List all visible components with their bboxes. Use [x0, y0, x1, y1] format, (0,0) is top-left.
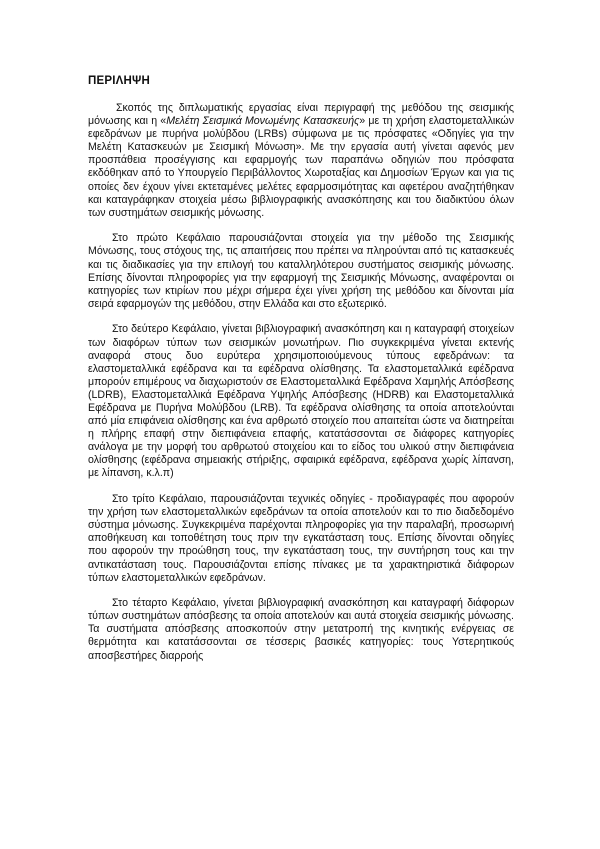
paragraph-1-text-end: » με τη χρήση ελαστομεταλλικών εφεδράνων με πυρήνα μολύβδου (LRBs) σύμφωνα με τις πρόσφατες «Οδηγίες για την Μελέτη Κατασκευών με Σεισμική Μόνωση». Με την εργασία αυτή γίνεται αφενός μεν προσπάθεια προσέγγισης και εφαρμογής των παραπάνω οδηγιών που πρόσφατα εκδόθηκαν από το Υπουργείο Περιβάλλοντος Χωροταξίας και Δημοσίων Έργων και για τις οποίες δεν έχουν γίνει εκτεταμένες μελέτες εφαρμοσιμότητας και αφετέρου αναζητήθηκαν και καταγράφηκαν στοιχεία μέσω βιβλιογραφικής ανασκόπησης και του διαδικτύου όλων των συστημάτων σεισμικής μόνωσης.: [88, 115, 514, 219]
abstract-paragraph-5: Στο τέταρτο Κεφάλαιο, γίνεται βιβλιογραφική ανασκόπηση και καταγραφή διάφορων τύπων συστημάτων απόσβεσης τα οποία αποτελούν και αυτά στοιχεία σεισμικής μόνωσης. Τα συστήματα απόσβεσης αποσκοπούν στην μετατροπή της κινητικής ενέργειας σε θερμότητα και κατατάσσονται σε τέσσερις βασικές κατηγορίες: τους Υστερητικούς αποσβεστήρες διαρροής: [88, 597, 514, 662]
document-body: [88, 74, 514, 675]
abstract-paragraph-1: [88, 102, 514, 220]
abstract-paragraph-4: Στο τρίτο Κεφάλαιο, παρουσιάζονται τεχνικές οδηγίες - προδιαγραφές που αφορούν την χρήση των ελαστομεταλλικών εφεδράνων τα οποία αποτελούν και το πιο διαδεδομένο σύστημα μόνωσης. Συγκεκριμένα παρέχονται πληροφορίες για την παραλαβή, προσωρινή αποθήκευση και τοποθέτηση τους πριν την εγκατάσταση τους. Επίσης δίνονται οδηγίες που αφορούν την προώθηση τους, την εγκατάσταση τους, την συντήρηση τους και την αντικατάσταση τους. Παρουσιάζονται επίσης πίνακες με τα χαρακτηριστικά διάφορων τύπων ελαστομεταλλικών εφεδράνων.: [88, 493, 514, 584]
section-title: ΠΕΡΙΛΗΨΗ: [88, 75, 151, 87]
abstract-paragraph-3: Στο δεύτερο Κεφάλαιο, γίνεται βιβλιογραφική ανασκόπηση και η καταγραφή στοιχείων των διαφόρων τύπων των σεισμικών μονωτήρων. Πιο συγκεκριμένα γίνεται εκτενής αναφορά στους δυο ευρύτερα χρησιμοποιούμενους τύπους εφεδράνων: τα ελαστομεταλλικά εφέδρανα και τα εφέδρανα ολίσθησης. Τα ελαστομεταλλικά εφέδρανα μπορούν επιμέρους να διαχωριστούν σε Ελαστομεταλλικά Εφέδρανα Χαμηλής Απόσβεσης (LDRB), Ελαστομεταλλικά Εφέδρανα Υψηλής Απόσβεσης (HDRB) και Ελαστομεταλλικά Εφέδρανα με Πυρήνα Μολύβδου (LRB). Τα εφέδρανα ολίσθησης τα οποία αποτελούνται από μία επιφάνεια ολίσθησης και ένα αρθρωτό στοιχείο που απαιτείται ώστε να διατηρείται η πλήρης επαφή στην διεπιφάνεια επαφής, κατατάσσονται σε διάφορες κατηγορίες ανάλογα με την μορφή του αρθρωτού στοιχείου και το είδος του υλικού στην διεπιφάνεια ολίσθησης (εφέδρανα σημειακής στήριξης, σφαιρικά εφέδρανα, εφέδρανα χωρίς λίπανση, με λίπανση, κ.λ.π): [88, 323, 514, 480]
paragraph-1-text-start: Σκοπός της διπλωματικής εργασίας είναι περιγραφή της μεθόδου της σεισμικής μόνωσης και η «: [88, 102, 514, 128]
paragraph-1-italic-title: Μελέτη Σεισμικά Μονωμένης Κατασκευής: [166, 115, 360, 128]
abstract-paragraph-2: Στο πρώτο Κεφάλαιο παρουσιάζονται στοιχεία για την μέθοδο της Σεισμικής Μόνωσης, τους στόχους της, τις απαιτήσεις που πρέπει να πληρούνται από τις κατασκευές και τις διαδικασίες για την επιλογή του καταλληλότερου συστήματος σεισμικής μόνωσης. Επίσης δίνονται πληροφορίες για την εφαρμογή της Σεισμικής Μόνωσης, αναφέρονται οι κατηγορίες των κτιρίων που μέχρι σήμερα έχει γίνει χρήση της μεθόδου και δίνονται μία σειρά εφαρμογών της μεθόδου, στην Ελλάδα και στο εξωτερικό.: [88, 232, 514, 310]
